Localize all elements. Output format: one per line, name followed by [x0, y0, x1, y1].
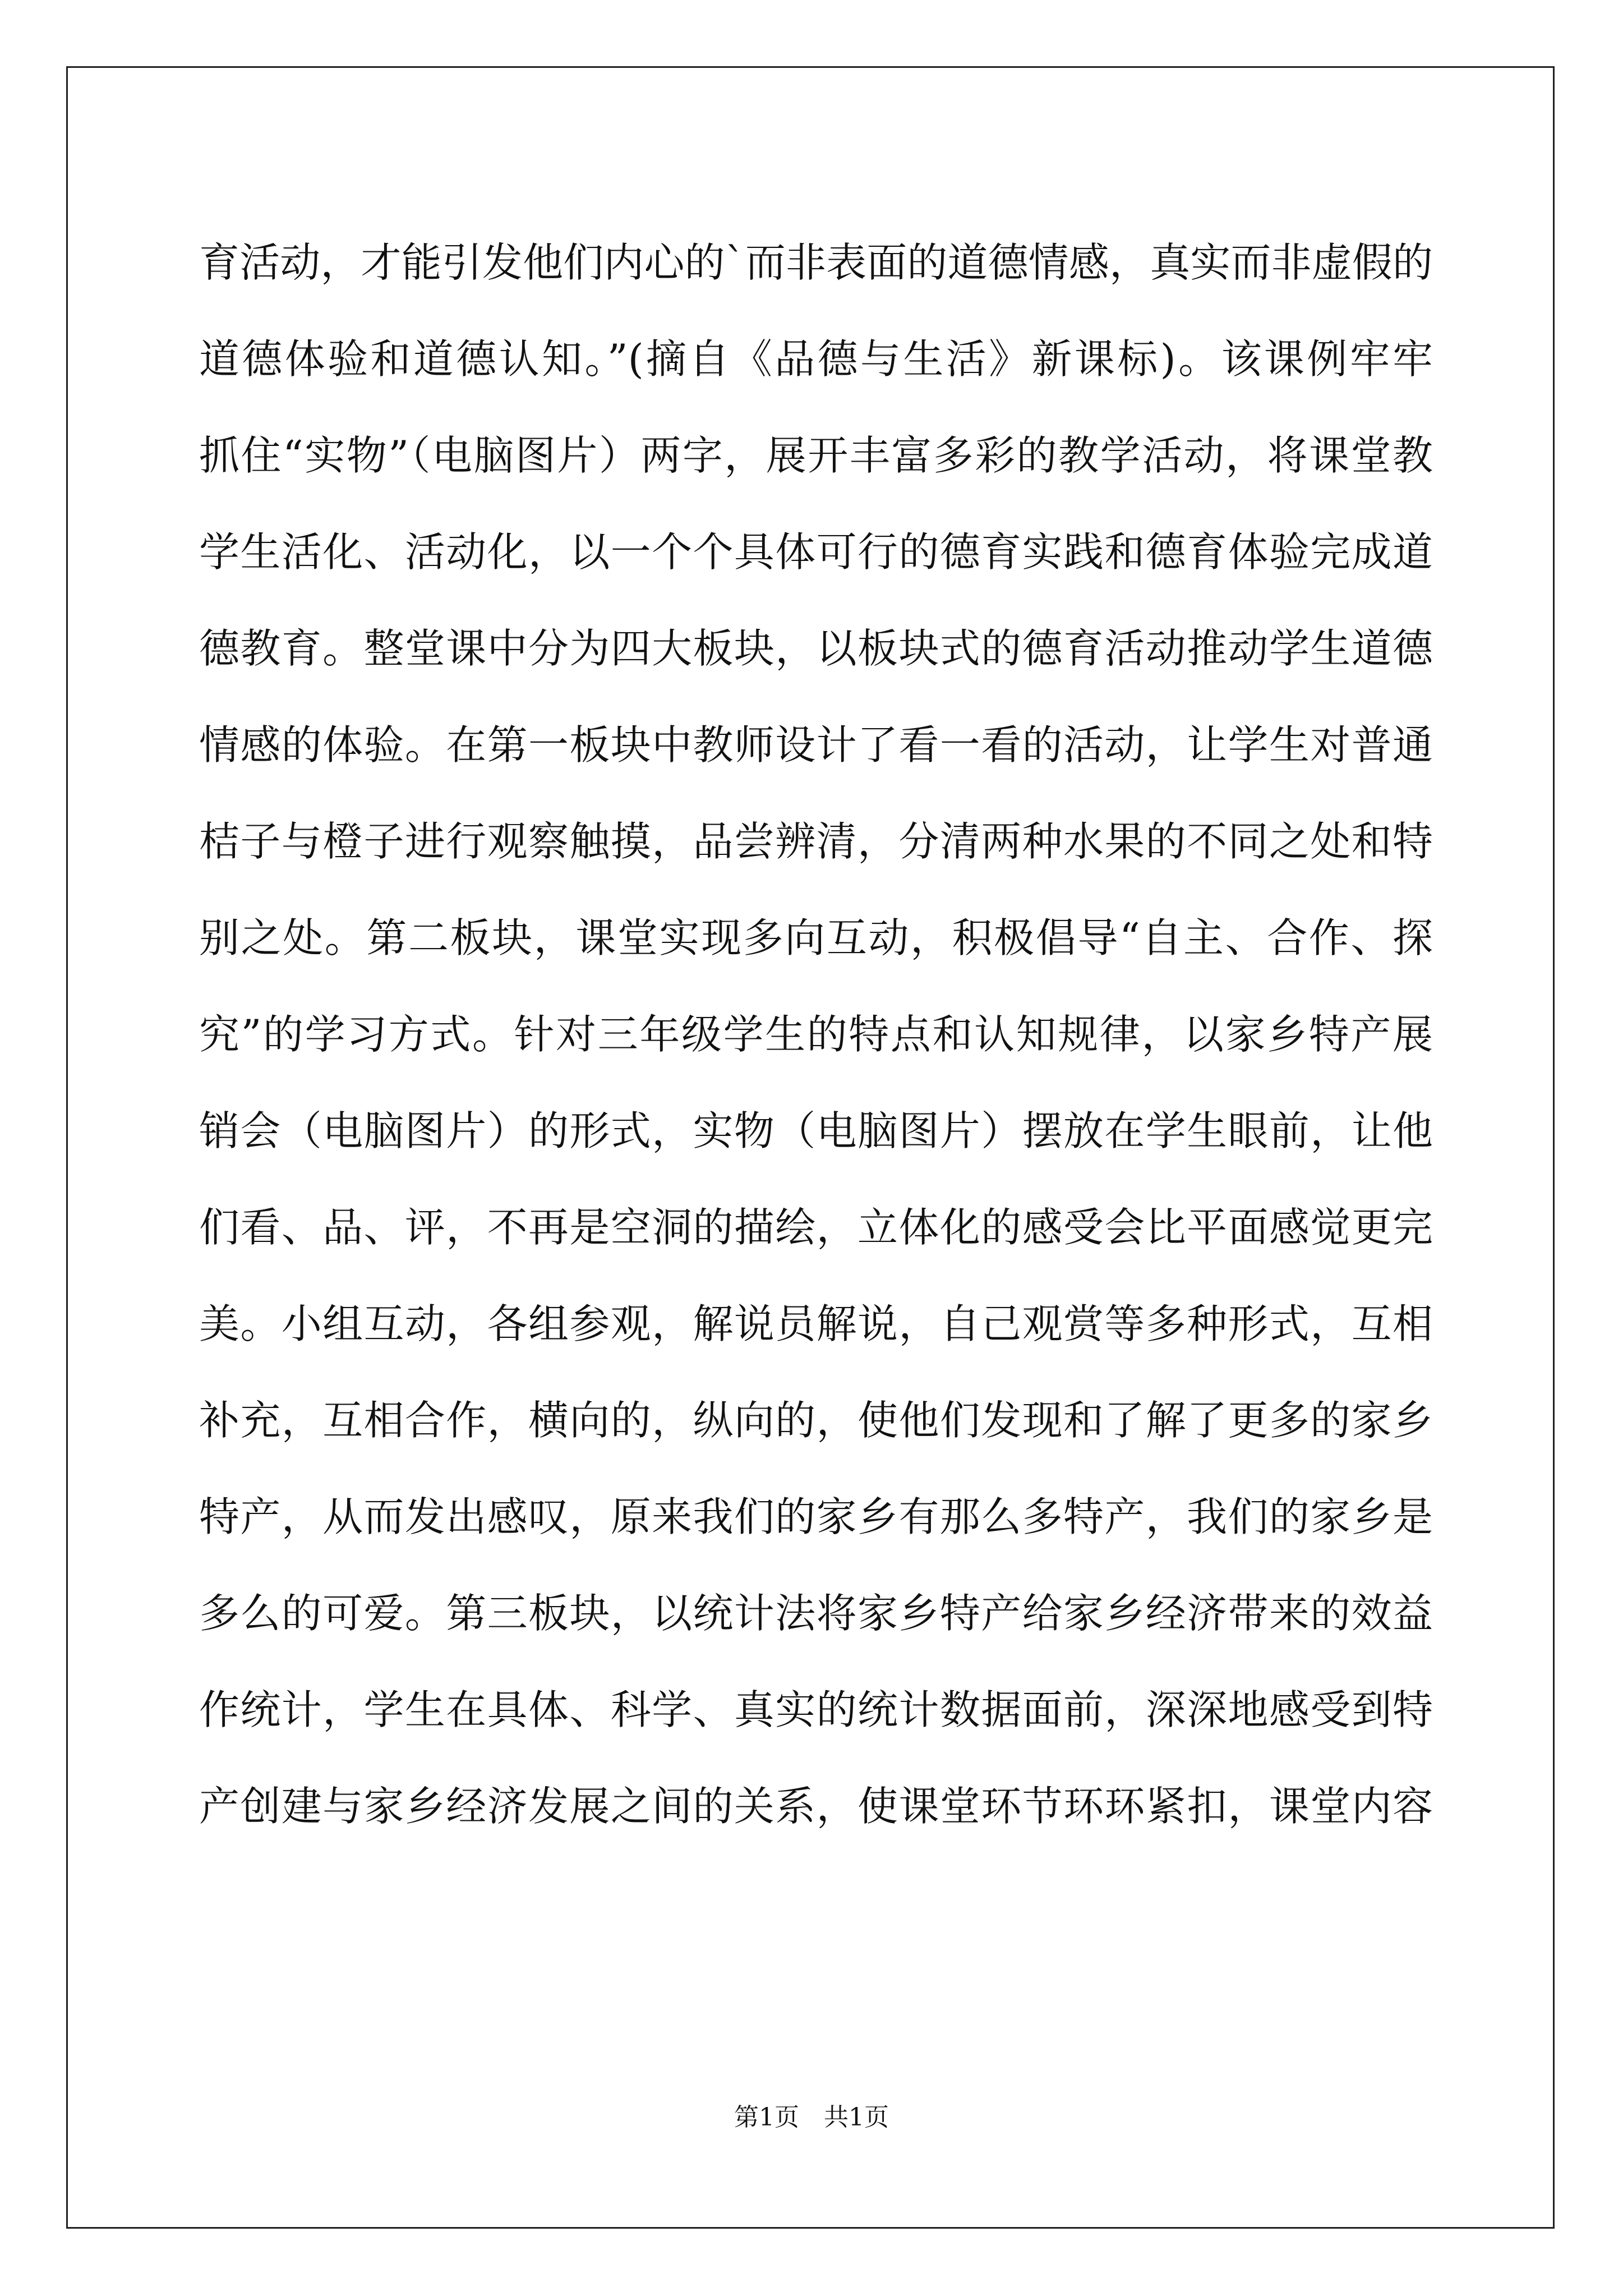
text-line: 抓住“实物”（电脑图片）两字，展开丰富多彩的教学活动，将课堂教 [199, 432, 1433, 479]
text-line: 情感的体验。在第一板块中教师设计了看一看的活动，让学生对普通 [199, 721, 1433, 769]
text-line: 育活动，才能引发他们内心的`而非表面的道德情感，真实而非虚假的 [199, 239, 1433, 286]
text-line: 作统计，学生在具体、科学、真实的统计数据面前，深深地感受到特 [199, 1686, 1433, 1733]
text-line: 补充，互相合作，横向的，纵向的，使他们发现和了解了更多的家乡 [199, 1397, 1433, 1444]
text-line: 产创建与家乡经济发展之间的关系，使课堂环节环环紧扣，课堂内容 [199, 1783, 1433, 1830]
document-body [199, 214, 1433, 1855]
text-line: 特产，从而发出感叹，原来我们的家乡有那么多特产，我们的家乡是 [199, 1493, 1433, 1540]
text-line: 究”的学习方式。针对三年级学生的特点和认知规律，以家乡特产展 [199, 1011, 1433, 1058]
page-footer: 第1页 共1页 [734, 2103, 889, 2132]
text-line: 别之处。第二板块，课堂实现多向互动，积极倡导“自主、合作、探 [199, 914, 1433, 961]
text-line: 桔子与橙子进行观察触摸，品尝辨清，分清两种水果的不同之处和特 [199, 818, 1433, 865]
text-line: 德教育。整堂课中分为四大板块，以板块式的德育活动推动学生道德 [199, 625, 1433, 672]
text-line: 们看、品、评，不再是空洞的描绘，立体化的感受会比平面感觉更完 [199, 1204, 1433, 1251]
text-line: 销会（电脑图片）的形式，实物（电脑图片）摆放在学生眼前，让他 [199, 1107, 1433, 1154]
text-line: 学生活化、活动化，以一个个具体可行的德育实践和德育体验完成道 [199, 528, 1433, 576]
text-line: 道德体验和道德认知。”(摘自《品德与生活》新课标)。该课例牢牢 [199, 335, 1433, 383]
text-line: 美。小组互动，各组参观，解说员解说，自己观赏等多种形式，互相 [199, 1300, 1433, 1347]
text-line: 多么的可爱。第三板块，以统计法将家乡特产给家乡经济带来的效益 [199, 1590, 1433, 1637]
